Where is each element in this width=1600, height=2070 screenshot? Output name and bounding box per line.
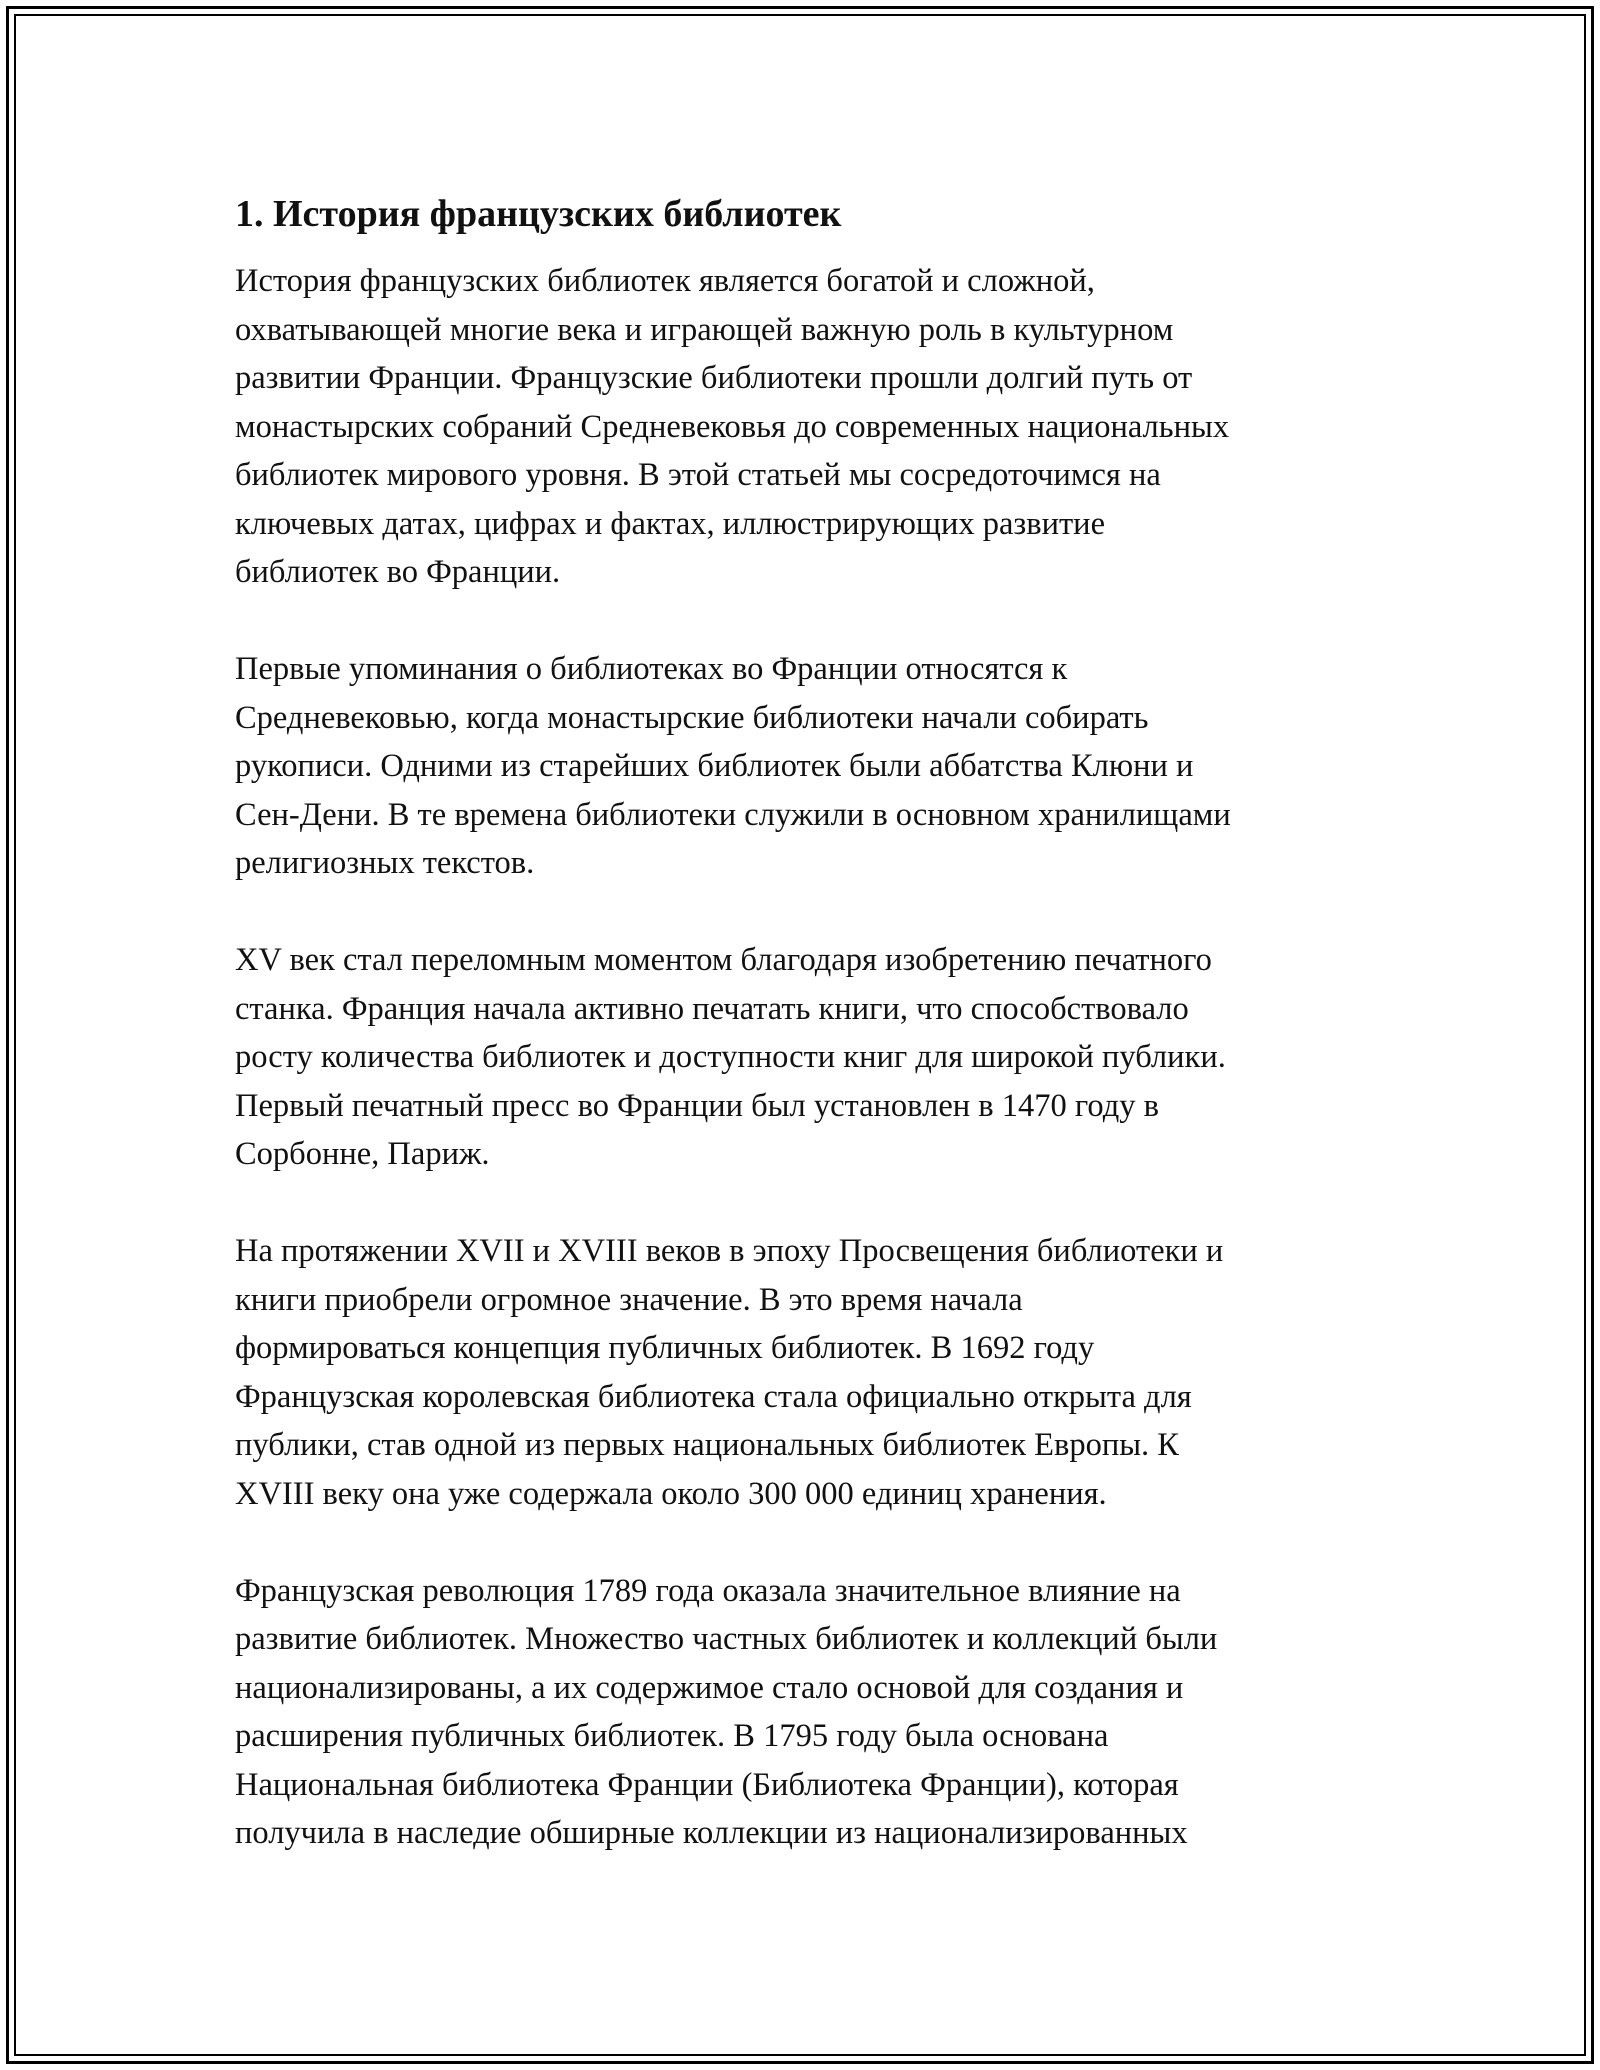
text-line: библиотек во Франции.: [235, 554, 561, 590]
text-line: Сорбонне, Париж.: [235, 1136, 490, 1172]
text-line: XVIII веку она уже содержала около 300 000 единиц хранения.: [235, 1475, 1107, 1512]
text-line: История французских библиотек является богатой и сложной,: [235, 263, 1095, 299]
text-line: Первые упоминания о библиотеках во Франции относятся к: [235, 651, 1068, 687]
text-line: ключевых датах, цифрах и фактах, иллюстрирующих развитие: [235, 505, 1105, 542]
text-line: охватывающей многие века и играющей важную роль в культурном: [235, 311, 1174, 348]
text-line: развитие библиотек. Множество частных библиотек и коллекций были: [235, 1621, 1218, 1657]
text-line: книги приобрели огромное значение. В это время начала: [235, 1281, 1023, 1318]
text-line: XV век стал переломным моментом благодаря изобретению печатного: [235, 942, 1212, 978]
text-line: рукописи. Одними из старейших библиотек были аббатства Клюни и: [235, 748, 1194, 784]
paragraph-5: [235, 1567, 1375, 1858]
text-line: формироваться концепция публичных библиотек. В 1692 году: [235, 1330, 1095, 1366]
paragraph-3: [235, 936, 1375, 1179]
text-line: расширения публичных библиотек. В 1795 году была основана: [235, 1718, 1109, 1754]
text-line: Французская революция 1789 года оказала значительное влияние на: [235, 1572, 1181, 1609]
text-line: Сен-Дени. В те времена библиотеки служили в основном хранилищами: [235, 796, 1231, 833]
text-line: библиотек мирового уровня. В этой статьей мы сосредоточимся на: [235, 457, 1161, 493]
text-line: развитии Франции. Французские библиотеки прошли долгий путь от: [235, 360, 1193, 396]
text-line: На протяжении XVII и XVIII веков в эпоху Просвещения библиотеки и: [235, 1233, 1224, 1269]
section-heading: 1. История французских библиотек: [235, 193, 842, 235]
text-line: публики, став одной из первых национальных библиотек Европы. К: [235, 1427, 1179, 1463]
paragraph-4: [235, 1227, 1375, 1518]
paragraph-1: [235, 257, 1375, 597]
text-line: росту количества библиотек и доступности книг для широкой публики.: [235, 1039, 1226, 1075]
document-body: [235, 183, 1375, 1906]
text-line: монастырских собраний Средневековья до современных национальных: [235, 408, 1230, 445]
text-line: Национальная библиотека Франции (Библиотека Франции), которая: [235, 1766, 1179, 1803]
text-line: Средневековью, когда монастырские библиотеки начали собирать: [235, 699, 1149, 736]
text-line: религиозных текстов.: [235, 845, 535, 881]
text-line: национализированы, а их содержимое стало основой для создания и: [235, 1669, 1184, 1706]
text-line: Французская королевская библиотека стала официально открыта для: [235, 1378, 1192, 1415]
text-line: получила в наследие обширные коллекции из национализированных: [235, 1815, 1188, 1851]
text-line: станка. Франция начала активно печатать книги, что способствовало: [235, 990, 1189, 1027]
text-line: Первый печатный пресс во Франции был установлен в 1470 году в: [235, 1087, 1159, 1124]
paragraph-2: [235, 645, 1375, 888]
